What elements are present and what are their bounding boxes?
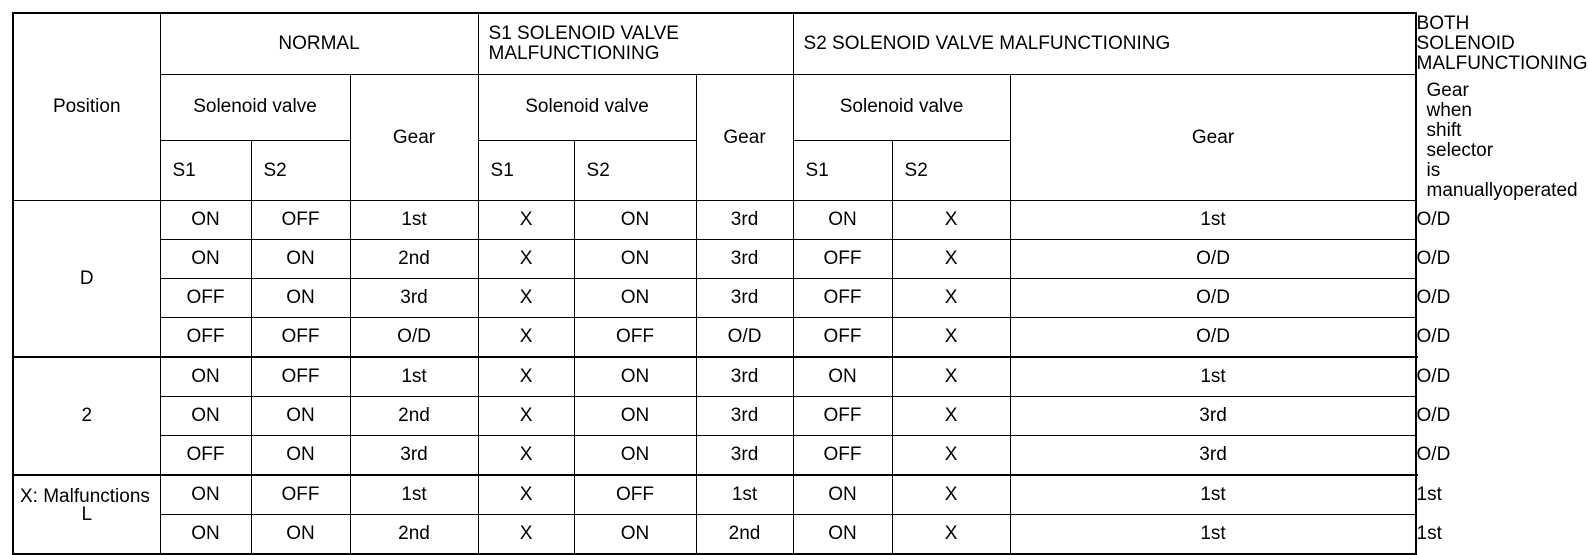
s1-gear-cell: O/D (696, 318, 793, 358)
s1-s1-cell: X (478, 279, 574, 318)
normal-s2-cell: ON (251, 240, 350, 279)
s1-s2-cell: ON (574, 240, 696, 279)
s2-s2-cell: X (892, 240, 1010, 279)
normal-gear-cell: 2nd (350, 397, 478, 436)
s2-gear-cell: 3rd (1010, 397, 1416, 436)
normal-s2-cell: OFF (251, 318, 350, 358)
normal-s2-header: S2 (251, 140, 350, 201)
normal-gear-cell: 3rd (350, 436, 478, 476)
position-cell: D (13, 201, 160, 358)
normal-s1-cell: ON (160, 201, 251, 240)
s2-s1-cell: OFF (793, 279, 892, 318)
table-row: D ON OFF 1st X ON 3rd ON X 1st O/D (13, 201, 1416, 240)
s1-gear-cell: 3rd (696, 240, 793, 279)
s2-s1-header: S1 (793, 140, 892, 201)
position-cell: 2 (13, 357, 160, 475)
normal-s2-cell: OFF (251, 475, 350, 515)
s2-s1-cell: ON (793, 357, 892, 397)
s2-gear-cell: O/D (1010, 240, 1416, 279)
normal-gear-cell: 2nd (350, 515, 478, 555)
normal-solenoid-valve-header: Solenoid valve (160, 74, 350, 140)
s2-gear-cell: O/D (1010, 318, 1416, 358)
s1-s2-cell: OFF (574, 318, 696, 358)
s2-gear-header: Gear (1010, 74, 1416, 201)
s2-s1-cell: OFF (793, 436, 892, 476)
s1-s1-cell: X (478, 318, 574, 358)
s1-s1-cell: X (478, 240, 574, 279)
s2-s2-cell: X (892, 357, 1010, 397)
normal-s1-cell: ON (160, 515, 251, 555)
s2-s1-cell: ON (793, 475, 892, 515)
s1-s2-cell: ON (574, 357, 696, 397)
normal-s2-cell: ON (251, 515, 350, 555)
normal-s2-cell: OFF (251, 201, 350, 240)
s2-gear-cell: 1st (1010, 357, 1416, 397)
s1-s1-cell: X (478, 475, 574, 515)
solenoid-malfunction-table: Position NORMAL S1 SOLENOID VALVE MALFUNCTIONING S2 SOLENOID VALVE MALFUNCTIONING BOTH SOLENOID MALFUNCTIONING Solenoid valve Gear Solenoid valve Gear Solenoid valve Gear Gear when shift selector is manuallyoperated S1 S2 S1 S2 S1 S2 D ON OFF 1st X ON 3rd ON X 1st O/D ON ON 2nd X ON 3rd OFF X O/D O/D OFF ON 3rd X ON 3rd OFF X O/D O/D OFF OFF O/D X OFF O/D OFF X O/D O/D 2 ON OFF 1st X ON 3rd ON X 1st O/D ON ON 2nd X ON 3rd OFF X 3rd O/D OFF ON 3rd X ON 3rd OFF X 3rd O/D L ON OFF 1st X OFF 1st ON X 1st 1st ON ON 2nd X ON 2nd ON X 1st 1st (12, 12, 1417, 555)
normal-s1-cell: ON (160, 397, 251, 436)
normal-s1-cell: OFF (160, 318, 251, 358)
s2-s2-header: S2 (892, 140, 1010, 201)
normal-gear-header: Gear (350, 74, 478, 201)
footnote: X: Malfunctions (20, 486, 150, 507)
table-row: OFF ON 3rd X ON 3rd OFF X O/D O/D (13, 279, 1416, 318)
s1-gear-cell: 3rd (696, 357, 793, 397)
s1-gear-header: Gear (696, 74, 793, 201)
s1-s1-cell: X (478, 201, 574, 240)
table-row: ON ON 2nd X ON 3rd OFF X 3rd O/D (13, 397, 1416, 436)
s2-s2-cell: X (892, 397, 1010, 436)
s1-gear-cell: 2nd (696, 515, 793, 555)
table-row: 2 ON OFF 1st X ON 3rd ON X 1st O/D (13, 357, 1416, 397)
s1-s1-cell: X (478, 436, 574, 476)
table-row: ON ON 2nd X ON 2nd ON X 1st 1st (13, 515, 1416, 555)
normal-s1-cell: ON (160, 240, 251, 279)
normal-gear-cell: 2nd (350, 240, 478, 279)
normal-gear-cell: O/D (350, 318, 478, 358)
table-row: L ON OFF 1st X OFF 1st ON X 1st 1st (13, 475, 1416, 515)
s2-s2-cell: X (892, 515, 1010, 555)
s1-gear-cell: 3rd (696, 201, 793, 240)
s1-s2-cell: OFF (574, 475, 696, 515)
s2-gear-cell: 1st (1010, 475, 1416, 515)
s2-s1-cell: ON (793, 201, 892, 240)
normal-s2-cell: ON (251, 279, 350, 318)
position-header: Position (13, 13, 160, 201)
s2-malfunction-header: S2 SOLENOID VALVE MALFUNCTIONING (793, 13, 1416, 74)
s1-s1-cell: X (478, 515, 574, 555)
s1-gear-cell: 1st (696, 475, 793, 515)
normal-gear-cell: 1st (350, 357, 478, 397)
s1-gear-cell: 3rd (696, 397, 793, 436)
normal-s1-cell: ON (160, 357, 251, 397)
s1-s2-cell: ON (574, 279, 696, 318)
s1-s2-cell: ON (574, 201, 696, 240)
s1-s1-cell: X (478, 397, 574, 436)
normal-s1-cell: OFF (160, 279, 251, 318)
normal-gear-cell: 1st (350, 201, 478, 240)
s2-gear-cell: 1st (1010, 515, 1416, 555)
s1-s2-cell: ON (574, 397, 696, 436)
normal-gear-cell: 3rd (350, 279, 478, 318)
s1-s2-header: S2 (574, 140, 696, 201)
s2-s2-cell: X (892, 475, 1010, 515)
normal-header: NORMAL (160, 13, 478, 74)
s1-s2-cell: ON (574, 436, 696, 476)
s2-s2-cell: X (892, 436, 1010, 476)
s1-solenoid-valve-header: Solenoid valve (478, 74, 696, 140)
s2-gear-cell: O/D (1010, 279, 1416, 318)
s1-s1-cell: X (478, 357, 574, 397)
s2-s1-cell: OFF (793, 397, 892, 436)
s2-s1-cell: ON (793, 515, 892, 555)
s2-s2-cell: X (892, 279, 1010, 318)
s2-s1-cell: OFF (793, 240, 892, 279)
normal-s2-cell: OFF (251, 357, 350, 397)
s2-s1-cell: OFF (793, 318, 892, 358)
s2-s2-cell: X (892, 201, 1010, 240)
normal-s1-cell: ON (160, 475, 251, 515)
s2-solenoid-valve-header: Solenoid valve (793, 74, 1010, 140)
table-row: OFF ON 3rd X ON 3rd OFF X 3rd O/D (13, 436, 1416, 476)
s2-s2-cell: X (892, 318, 1010, 358)
s1-s2-cell: ON (574, 515, 696, 555)
s1-malfunction-header: S1 SOLENOID VALVE MALFUNCTIONING (478, 13, 793, 74)
s1-gear-cell: 3rd (696, 279, 793, 318)
s2-gear-cell: 3rd (1010, 436, 1416, 476)
s2-gear-cell: 1st (1010, 201, 1416, 240)
normal-s2-cell: ON (251, 436, 350, 476)
position-cell: L (13, 475, 160, 554)
s1-gear-cell: 3rd (696, 436, 793, 476)
normal-s1-cell: OFF (160, 436, 251, 476)
normal-s1-header: S1 (160, 140, 251, 201)
normal-gear-cell: 1st (350, 475, 478, 515)
table-row: OFF OFF O/D X OFF O/D OFF X O/D O/D (13, 318, 1416, 358)
s1-s1-header: S1 (478, 140, 574, 201)
normal-s2-cell: ON (251, 397, 350, 436)
table-row: ON ON 2nd X ON 3rd OFF X O/D O/D (13, 240, 1416, 279)
